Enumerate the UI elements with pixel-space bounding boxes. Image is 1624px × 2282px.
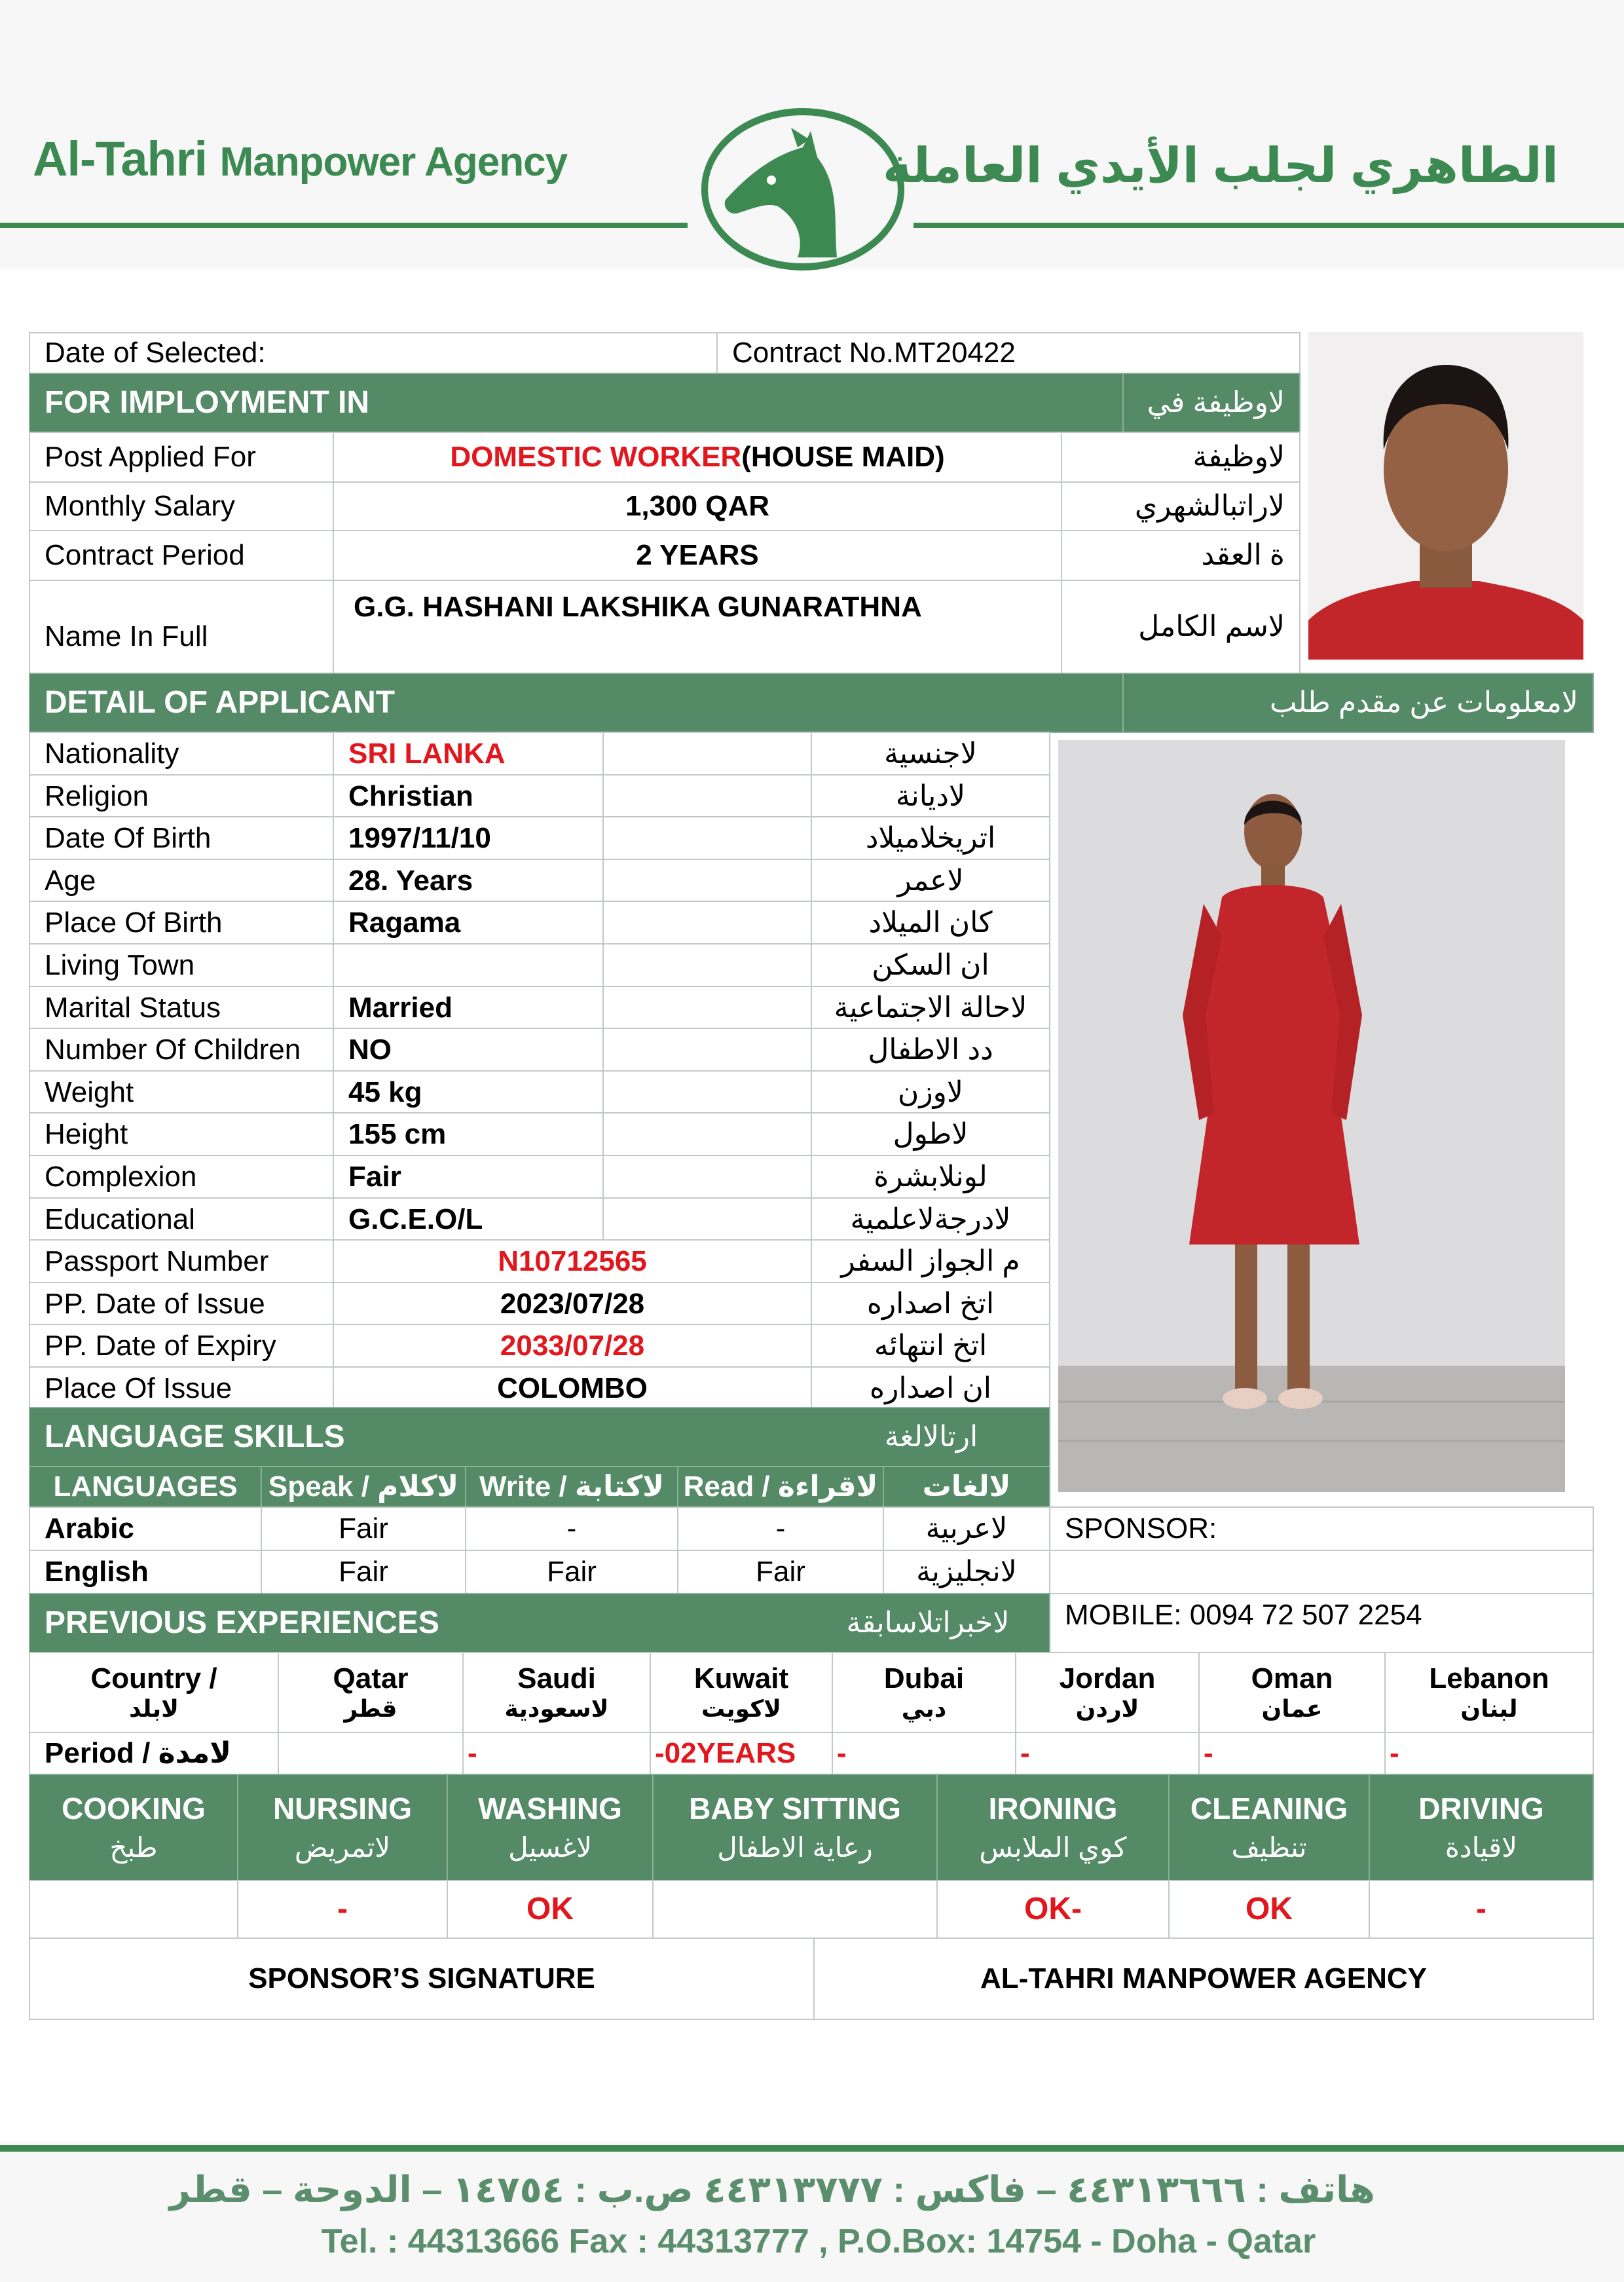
letterhead-rule-left: [0, 223, 688, 228]
applicant-spare-cell: [602, 732, 812, 776]
applicant-label-ar: لاجنسية: [811, 732, 1050, 776]
monthly-salary-ar: لاراتبالشهري: [1061, 481, 1301, 531]
applicant-label-ar: اتخ انتهائه: [811, 1324, 1050, 1368]
applicant-label-ar: لاديانة: [811, 774, 1050, 818]
agency-name-ar: الطاهري لجلب الأيدي العاملة: [883, 138, 1559, 193]
applicant-label: Date Of Birth: [29, 816, 334, 860]
footer-rule: [0, 2145, 1624, 2152]
skill-cleaning: CLEANING تنظيف: [1168, 1774, 1370, 1881]
applicant-label: Age: [29, 859, 334, 903]
applicant-value: Christian: [333, 774, 604, 818]
period-lebanon: -: [1384, 1732, 1594, 1775]
monthly-salary-value: 1,300 QAR: [333, 481, 1062, 531]
applicant-label: Complexion: [29, 1155, 334, 1199]
period-kuwait: -02YEARS: [650, 1732, 833, 1775]
skill-cooking: COOKING طبخ: [29, 1774, 238, 1881]
period-dubai: -: [832, 1732, 1016, 1775]
lang-arabic-ar: لاعربية: [883, 1506, 1050, 1551]
period-jordan: -: [1015, 1732, 1200, 1775]
applicant-label: Educational: [29, 1197, 334, 1241]
period-oman: -: [1198, 1732, 1386, 1775]
lang-english-write: Fair: [465, 1550, 678, 1594]
applicant-spare-cell: [602, 774, 812, 818]
applicant-full-body-photo: [1058, 740, 1565, 1492]
sponsor-signature: SPONSOR’S SIGNATURE: [29, 1937, 815, 2020]
post-applied-label: Post Applied For: [29, 432, 334, 483]
applicant-value: 28. Years: [333, 859, 604, 903]
applicant-label-ar: كان الميلاد: [811, 901, 1050, 945]
applicant-value: Fair: [333, 1155, 604, 1199]
country-saudi: Saudi لاسعودية: [462, 1652, 651, 1733]
applicant-label-ar: لاحالة الاجتماعية: [811, 986, 1050, 1030]
applicant-spare-cell: [602, 1070, 812, 1114]
applicant-label: Place Of Issue: [29, 1366, 334, 1410]
applicant-value: [333, 943, 604, 987]
applicant-portrait-photo: [1308, 332, 1583, 660]
applicant-spare-cell: [602, 943, 812, 987]
lang-arabic-speak: Fair: [261, 1506, 466, 1551]
sponsor-blank: [1049, 1550, 1594, 1594]
lang-col-speak: Speak / لاكلام: [261, 1466, 466, 1508]
applicant-spare-cell: [602, 986, 812, 1030]
applicant-value: NO: [333, 1028, 604, 1072]
applicant-label: PP. Date of Issue: [29, 1282, 334, 1326]
applicant-value: COLOMBO: [333, 1366, 812, 1410]
skill-value: -: [237, 1880, 448, 1939]
applicant-value: Married: [333, 986, 604, 1030]
language-header: LANGUAGE SKILLS: [29, 1407, 1050, 1467]
applicant-spare-cell: [602, 1112, 812, 1156]
skill-washing: WASHING لاغسيل: [447, 1774, 654, 1881]
applicant-spare-cell: [602, 859, 812, 903]
footer-ar: هاتف : ٤٤٣١٣٦٦٦ – فاكس : ٤٤٣١٣٧٧٧ ص.ب : ١٤٧٥٤ – الدوحة – قطر: [169, 2169, 1375, 2210]
skill-ironing: IRONING كوي الملابس: [936, 1774, 1170, 1881]
lang-english-ar: لانجليزية: [883, 1550, 1050, 1594]
applicant-label: Religion: [29, 774, 334, 818]
lang-arabic-read: -: [677, 1506, 884, 1551]
lang-english-name: English: [29, 1550, 262, 1594]
lang-arabic-write: -: [465, 1506, 678, 1551]
period-qatar: [278, 1732, 464, 1775]
lang-english-speak: Fair: [261, 1550, 466, 1594]
country-label-cell: Country / لابلد: [29, 1652, 279, 1733]
applicant-spare-cell: [602, 1197, 812, 1241]
skill-value: [29, 1880, 238, 1939]
applicant-value: 155 cm: [333, 1112, 604, 1156]
language-header-ar: ارتالالغة: [884, 1421, 978, 1453]
applicant-label-ar: م الجواز السفر: [811, 1239, 1050, 1283]
skill-baby-sitting: BABY SITTING رعاية الاطفال: [652, 1774, 938, 1881]
applicant-label: Weight: [29, 1070, 334, 1114]
agency-name-en: Al-Tahri Manpower Agency: [33, 132, 568, 186]
applicant-label-ar: دد الاطفال: [811, 1028, 1050, 1072]
post-applied-ar: لاوظيفة: [1061, 432, 1301, 483]
contract-period-label: Contract Period: [29, 530, 334, 581]
full-name-label: Name In Full: [29, 580, 334, 674]
employment-header: FOR IMPLOYMENT IN: [29, 373, 1124, 433]
applicant-value: 2033/07/28: [333, 1324, 812, 1368]
date-selected: Date of Selected:: [29, 332, 718, 374]
agency-signature: AL-TAHRI MANPOWER AGENCY: [813, 1937, 1594, 2020]
contract-period-ar: ة العقد: [1061, 530, 1301, 581]
lang-arabic-name: Arabic: [29, 1506, 262, 1551]
applicant-label-ar: لاطول: [811, 1112, 1050, 1156]
applicant-label-ar: اتخ اصداره: [811, 1282, 1050, 1326]
sponsor-label: SPONSOR:: [1049, 1506, 1594, 1551]
lang-col-read: Read / لاقراءة: [677, 1466, 884, 1508]
applicant-label: Height: [29, 1112, 334, 1156]
lang-english-read: Fair: [677, 1550, 884, 1594]
skill-value: OK: [1168, 1880, 1370, 1939]
lang-col-languages: LANGUAGES: [29, 1466, 262, 1508]
applicant-label: Number Of Children: [29, 1028, 334, 1072]
skill-nursing: NURSING لاتمريض: [237, 1774, 448, 1881]
applicant-label: Nationality: [29, 732, 334, 776]
applicant-value: G.C.E.O/L: [333, 1197, 604, 1241]
applicant-spare-cell: [602, 816, 812, 860]
experience-header-ar: لاخبراتلاسابقة: [846, 1607, 1010, 1639]
applicant-header: DETAIL OF APPLICANT: [29, 673, 1124, 733]
applicant-label-ar: لاوزن: [811, 1070, 1050, 1114]
applicant-label: Place Of Birth: [29, 901, 334, 945]
applicant-label-ar: اتريخلاميلاد: [811, 816, 1050, 860]
period-label: Period / لامدة: [29, 1732, 279, 1775]
applicant-label-ar: لونلابشرة: [811, 1155, 1050, 1199]
letterhead-rule-right: [913, 223, 1624, 228]
sponsor-mobile: MOBILE: 0094 72 507 2254: [1049, 1593, 1594, 1653]
post-applied-value: DOMESTIC WORKER (HOUSE MAID): [333, 432, 1062, 483]
skill-value: OK-: [936, 1880, 1170, 1939]
applicant-value: 2023/07/28: [333, 1282, 812, 1326]
monthly-salary-label: Monthly Salary: [29, 481, 334, 531]
skill-value: [652, 1880, 938, 1939]
full-name-ar: لاسم الكامل: [1061, 580, 1301, 674]
footer-en: Tel. : 44313666 Fax : 44313777 , P.O.Box: 14754 - Doha - Qatar: [321, 2222, 1316, 2260]
applicant-label-ar: ان السكن: [811, 943, 1050, 987]
applicant-label: PP. Date of Expiry: [29, 1324, 334, 1368]
applicant-label: Marital Status: [29, 986, 334, 1030]
applicant-value: 45 kg: [333, 1070, 604, 1114]
full-name-value: G.G. HASHANI LAKSHIKA GUNARATHNA: [333, 580, 1062, 674]
country-jordan: Jordan لاردن: [1015, 1652, 1200, 1733]
period-saudi: -: [462, 1732, 651, 1775]
applicant-spare-cell: [602, 1028, 812, 1072]
skill-value: -: [1369, 1880, 1594, 1939]
applicant-spare-cell: [602, 1155, 812, 1199]
lang-col-write: Write / لاكتابة: [465, 1466, 678, 1508]
applicant-label: Living Town: [29, 943, 334, 987]
lang-col-ar: لالغات: [883, 1466, 1050, 1508]
applicant-spare-cell: [602, 901, 812, 945]
applicant-value: 1997/11/10: [333, 816, 604, 860]
country-kuwait: Kuwait لاكويت: [650, 1652, 833, 1733]
horse-logo-icon: [699, 108, 906, 271]
applicant-header-ar: لامعلومات عن مقدم طلب: [1122, 673, 1594, 733]
applicant-label-ar: ان اصداره: [811, 1366, 1050, 1410]
experience-header: PREVIOUS EXPERIENCES: [29, 1593, 1050, 1653]
applicant-label-ar: لادرجةلاعلمية: [811, 1197, 1050, 1241]
applicant-value: SRI LANKA: [333, 732, 604, 776]
applicant-value: Ragama: [333, 901, 604, 945]
applicant-value: N10712565: [333, 1239, 812, 1283]
country-qatar: Qatar قطر: [278, 1652, 464, 1733]
country-dubai: Dubai دبي: [832, 1652, 1016, 1733]
contract-period-value: 2 YEARS: [333, 530, 1062, 581]
applicant-label-ar: لاعمر: [811, 859, 1050, 903]
employment-header-ar: لاوظيفة في: [1122, 373, 1301, 433]
skill-value: OK: [447, 1880, 654, 1939]
country-oman: Oman عمان: [1198, 1652, 1386, 1733]
skill-driving: DRIVING لاقيادة: [1369, 1774, 1594, 1881]
contract-number: Contract No.MT20422: [716, 332, 1301, 374]
applicant-label: Passport Number: [29, 1239, 334, 1283]
country-lebanon: Lebanon لبنان: [1384, 1652, 1594, 1733]
